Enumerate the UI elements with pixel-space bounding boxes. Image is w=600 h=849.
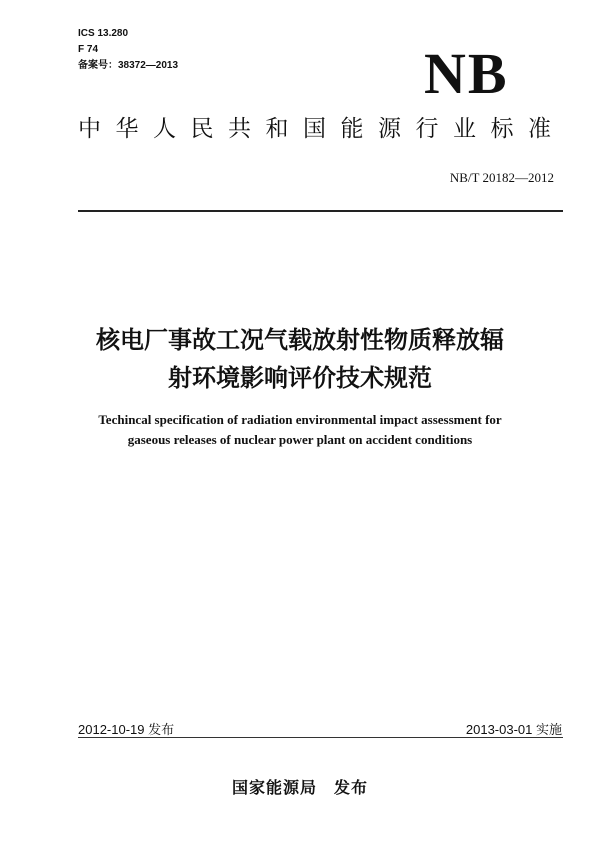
- title-cn-line1: 核电厂事故工况气载放射性物质释放辐: [96, 327, 504, 354]
- title-en-line2: gaseous releases of nuclear power plant on accident conditions: [127, 432, 473, 447]
- divider: [78, 210, 563, 212]
- implement-date: 2013-03-01 实施: [465, 722, 562, 737]
- ics-code: ICS 13.280: [78, 28, 129, 39]
- filing-number: 备案号：38372—2013: [78, 60, 179, 71]
- standard-code: NB/T 20182—2012: [449, 170, 554, 185]
- title-cn-line2: 射环境影响评价技术规范: [168, 365, 432, 392]
- ccs-code: F 74: [78, 44, 99, 55]
- nb-logo: NB: [424, 41, 509, 106]
- publisher: 国家能源局 发布: [231, 780, 368, 797]
- issue-date: 2012-10-19 发布: [78, 722, 175, 737]
- date-divider: [78, 737, 563, 738]
- org-title: 中华人民共和国能源行业标准: [78, 115, 566, 141]
- title-en-line1: Techincal specification of radiation environmental impact assessment for: [98, 412, 502, 427]
